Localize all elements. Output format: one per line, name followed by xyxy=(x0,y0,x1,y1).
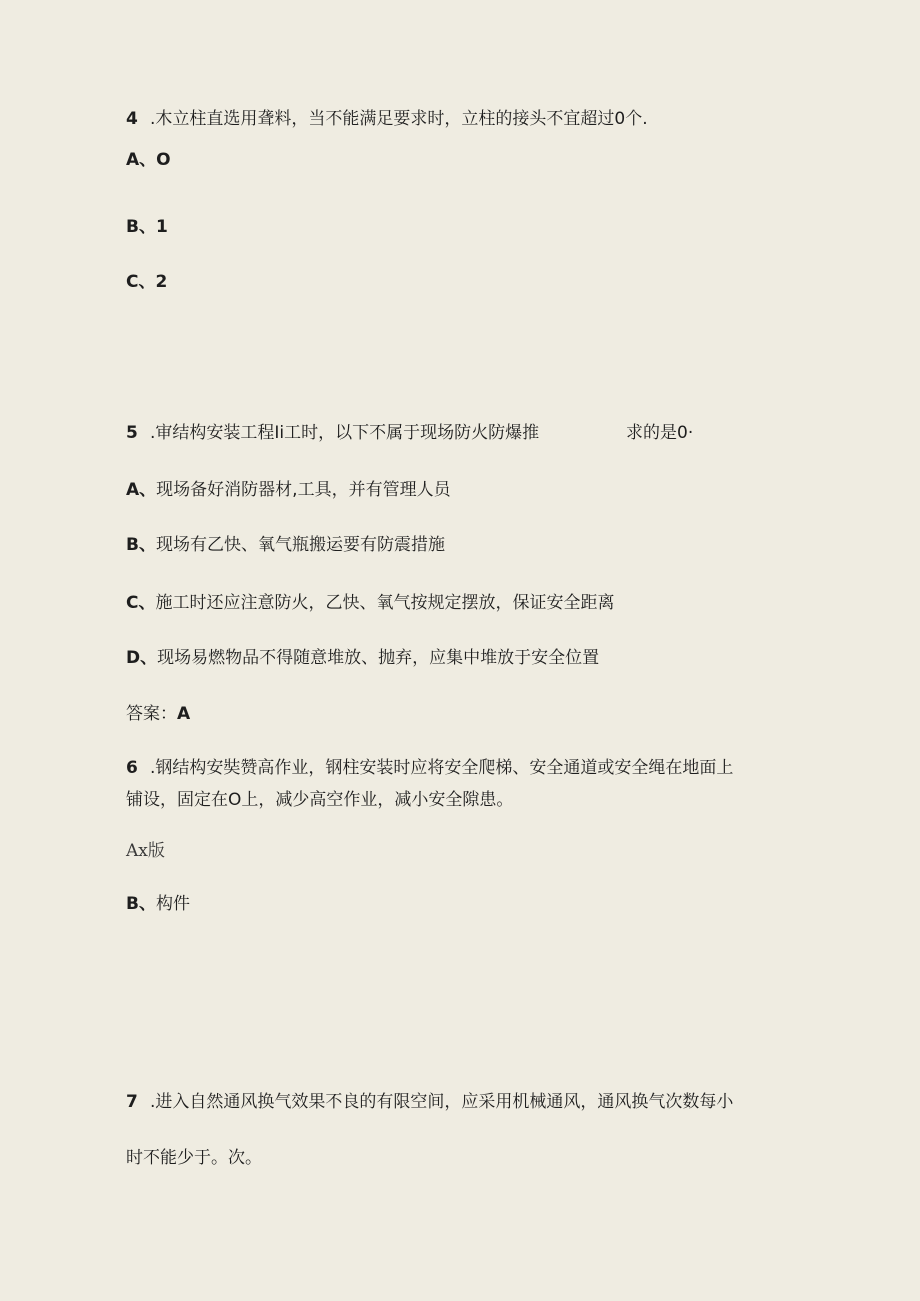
option-c xyxy=(126,591,614,615)
option-letter: A、 xyxy=(126,480,157,500)
question-6-line2 xyxy=(126,788,513,812)
option-text: 1 xyxy=(155,217,168,237)
question-number: 4 xyxy=(126,109,138,129)
option-text: 现场有乙快、氧气瓶搬运要有防震措施 xyxy=(155,535,445,555)
question-text: .审结构安装工程Ii工时，以下不属于现场防火防爆推 xyxy=(150,423,540,443)
answer xyxy=(126,702,190,726)
question-number: 7 xyxy=(126,1092,138,1112)
option-letter: A、 xyxy=(126,150,157,170)
option-a xyxy=(126,148,171,172)
option-b xyxy=(126,533,445,557)
question-5-tail xyxy=(626,421,693,445)
question-text: 时不能少于。次。 xyxy=(126,1148,262,1168)
option-text: O xyxy=(156,150,171,170)
option-text: 现场易燃物品不得随意堆放、抛弃，应集中堆放于安全位置 xyxy=(157,648,600,668)
question-text-tail: 求的是0· xyxy=(626,423,694,443)
option-text: 2 xyxy=(155,272,168,292)
question-text: .木立柱直选用聋料，当不能满足要求时，立柱的接头不宜超过0个. xyxy=(150,109,648,129)
option-letter: B、 xyxy=(126,535,156,555)
question-6 xyxy=(126,756,733,780)
question-number: 5 xyxy=(126,423,138,443)
option-text: 施工时还应注意防火，乙快、氧气按规定摆放，保证安全距离 xyxy=(155,593,615,613)
option-a xyxy=(126,478,451,502)
option-c xyxy=(126,270,167,294)
option-letter: D、 xyxy=(126,648,158,668)
option-d xyxy=(126,646,599,670)
question-7 xyxy=(126,1090,733,1114)
option-text: Ax版 xyxy=(126,841,165,861)
option-text: 构件 xyxy=(155,894,190,914)
question-text: .进入自然通风换气效果不良的有限空间，应采用机械通风，通风换气次数每小 xyxy=(150,1092,734,1112)
question-7-line2 xyxy=(126,1146,262,1170)
option-b xyxy=(126,215,168,239)
question-4 xyxy=(126,107,648,131)
option-letter: B、 xyxy=(126,894,156,914)
answer-value: A xyxy=(177,704,191,724)
option-letter: B、 xyxy=(126,217,156,237)
option-text: 现场备好消防器材,工具，并有管理人员 xyxy=(156,480,451,500)
option-letter: C、 xyxy=(126,593,156,613)
option-b xyxy=(126,892,190,916)
option-a xyxy=(126,839,165,863)
question-number: 6 xyxy=(126,758,138,778)
question-5 xyxy=(126,421,539,445)
option-letter: C、 xyxy=(126,272,156,292)
question-text: .钢结构安奘赞高作业，钢柱安装时应将安全爬梯、安全通道或安全绳在地面上 xyxy=(150,758,734,778)
question-text: 铺设，固定在O上，减少高空作业，减小安全隙患。 xyxy=(126,790,514,810)
answer-label: 答案： xyxy=(126,704,177,724)
